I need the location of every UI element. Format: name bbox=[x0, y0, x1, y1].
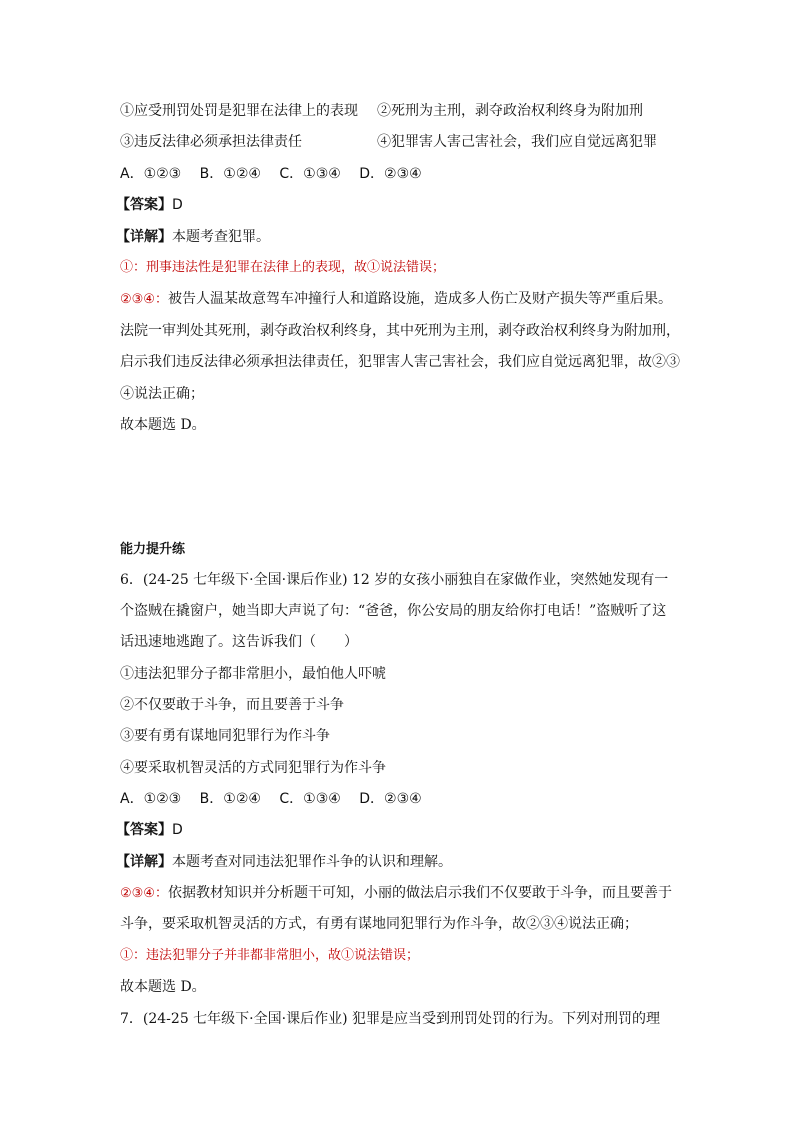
q5-red-note-1: ①：刑事违法性是犯罪在法律上的表现，故①说法错误； bbox=[120, 260, 446, 275]
q5-option-2: ②死刑为主刑，剥夺政治权利终身为附加刑 bbox=[377, 103, 643, 119]
q5-exp-line-1: 被告人温某故意驾车冲撞行人和道路设施，造成多人伤亡及财产损失等严重后果。 bbox=[167, 291, 672, 307]
q5-red-note-2: ②③④： bbox=[120, 292, 168, 307]
q6-stem-line-3: 话迅速地逃跑了。这告诉我们（ ） bbox=[120, 634, 358, 650]
q6-red-note-1: ②③④： bbox=[120, 886, 168, 901]
q5-explanation-1 bbox=[120, 289, 672, 310]
section-title: 能力提升练 bbox=[120, 542, 186, 557]
q6-option-2: ②不仅要敢于斗争，而且要善于斗争 bbox=[120, 697, 344, 713]
q6-option-4: ④要采取机智灵活的方式同犯罪行为作斗争 bbox=[120, 760, 386, 776]
q6-option-3: ③要有勇有谋地同犯罪行为作斗争 bbox=[120, 728, 330, 744]
q7-stem-line-1: 7．(24-25 七年级下·全国·课后作业) 犯罪是应当受到刑罚处罚的行为。下列对刑罚的理 bbox=[120, 1011, 660, 1027]
q5-explanation-2: 法院一审判处其死刑，剥夺政治权利终身，其中死刑为主刑，剥夺政治权利终身为附加刑， bbox=[120, 323, 680, 339]
detail-tag: 【详解】 bbox=[116, 229, 172, 245]
answer-value: D bbox=[172, 197, 183, 213]
q6-exp-line-1: 依据教材知识并分析题干可知，小丽的做法启示我们不仅要敢于斗争，而且要善于 bbox=[167, 885, 672, 901]
q6-conclusion: 故本题选 D。 bbox=[120, 979, 206, 995]
q5-option-4: ④犯罪害人害己害社会，我们应自觉远离犯罪 bbox=[377, 134, 657, 150]
q5-option-1: ①应受刑罚处罚是犯罪在法律上的表现 bbox=[120, 103, 358, 119]
q6-explanation-1 bbox=[120, 883, 672, 904]
detail-text: 本题考查对同违法犯罪作斗争的认识和理解。 bbox=[172, 854, 452, 870]
q6-stem-line-1: 6．(24-25 七年级下·全国·课后作业) 12 岁的女孩小丽独自在家做作业，突然她发现有一 bbox=[120, 572, 669, 588]
answer-value: D bbox=[172, 822, 183, 838]
q6-answer bbox=[116, 820, 183, 840]
q5-option-3: ③违反法律必须承担法律责任 bbox=[120, 134, 302, 150]
q6-red-note-2: ①：违法犯罪分子并非都非常胆小，故①说法错误； bbox=[120, 948, 420, 963]
q6-option-1: ①违法犯罪分子都非常胆小，最怕他人吓唬 bbox=[120, 666, 386, 682]
q5-conclusion: 故本题选 D。 bbox=[120, 417, 206, 433]
q5-explanation-3: 启示我们违反法律必须承担法律责任，犯罪害人害己害社会，我们应自觉远离犯罪，故②③ bbox=[120, 354, 680, 370]
answer-tag: 【答案】 bbox=[116, 197, 172, 213]
detail-tag: 【详解】 bbox=[116, 854, 172, 870]
q6-stem-line-2: 个盗贼在撬窗户，她当即大声说了句：“爸爸，你公安局的朋友给你打电话！”盗贼听了这 bbox=[120, 603, 667, 619]
q6-choices: A．①②③ B．①②④ C．①③④ D．②③④ bbox=[120, 791, 422, 807]
detail-text: 本题考查犯罪。 bbox=[172, 229, 270, 245]
q5-detail bbox=[116, 227, 270, 247]
q5-explanation-4: ④说法正确； bbox=[120, 386, 204, 402]
q5-choices: A．①②③ B．①②④ C．①③④ D．②③④ bbox=[120, 166, 422, 182]
answer-tag: 【答案】 bbox=[116, 822, 172, 838]
q6-detail bbox=[116, 852, 452, 872]
q6-explanation-2: 斗争，要采取机智灵活的方式，有勇有谋地同犯罪行为作斗争，故②③④说法正确； bbox=[120, 916, 638, 932]
q5-answer bbox=[116, 195, 183, 215]
